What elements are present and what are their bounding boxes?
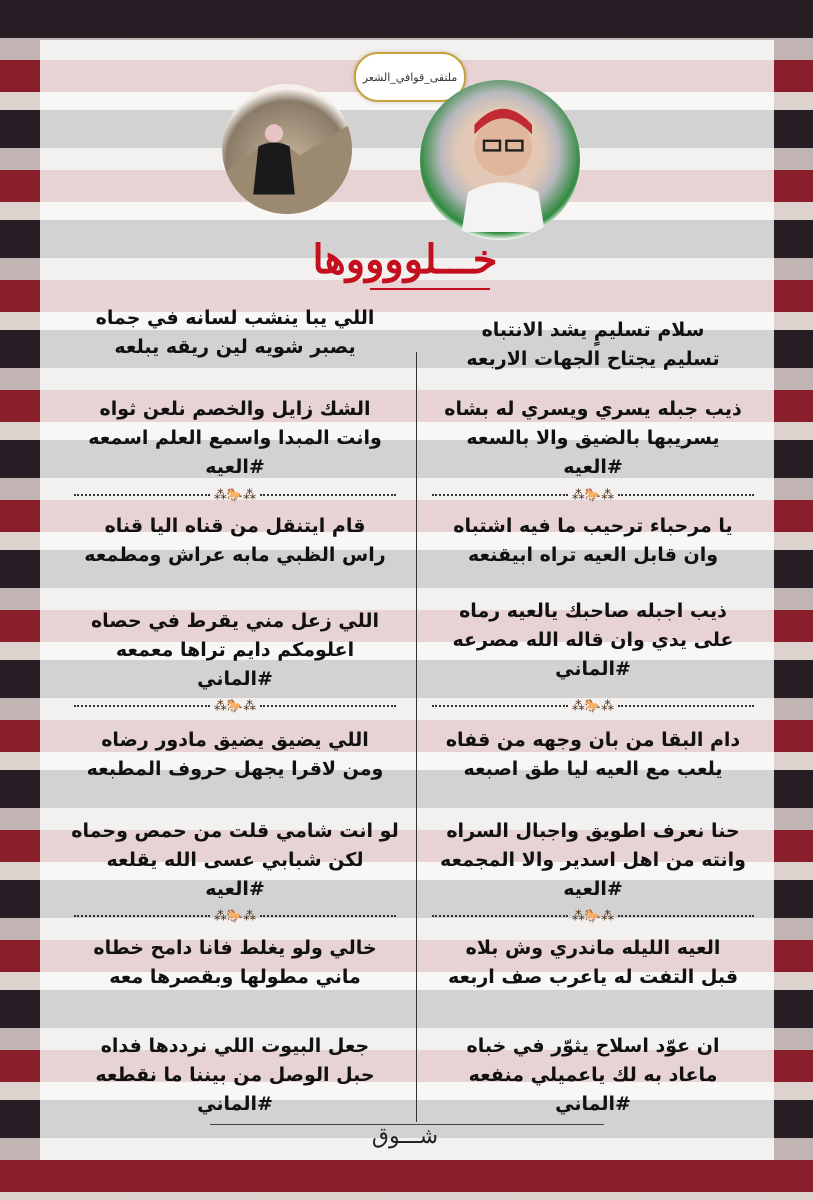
verse-line: لو انت شامي قلت من حمص وحماه [71,820,399,842]
verse-line: حبل الوصل من بيننا ما نقطعه [95,1064,375,1086]
person-portrait-icon [420,80,580,240]
verse-left-1 [70,304,400,362]
verse-line: اللي زعل مني يقرط في حصاه [90,610,380,632]
poet-signature: شـــوق [371,1124,439,1149]
ornament-divider [70,485,400,505]
verse-left-2 [70,395,400,481]
verse-line: على يدي وان قاله الله مصرعه [452,629,734,651]
verse-line: ذيب جبله يسري ويسري له بشاه [444,398,742,420]
verse-line: ماعاد به لك ياعميلي منفعه [468,1064,718,1086]
horse-ornament-icon: ⁂🐎⁂ [213,698,257,714]
verse-left-5 [70,726,400,784]
hashtag: #العيه [563,456,623,478]
verse-line: اللي يبا ينشب لسانه في جماه [95,307,375,329]
hashtag: #الماني [555,658,631,680]
hashtag: #الماني [555,1093,631,1115]
hashtag: #العيه [563,878,623,900]
verse-line: يا مرحباء ترحيب ما فيه اشتباه [453,515,733,537]
horse-ornament-icon: ⁂🐎⁂ [571,908,615,924]
verse-line: ماني مطولها وبقصرها معه [109,966,361,988]
verse-line: خالي ولو يغلط فانا دامح خطاه [93,937,377,959]
verse-line: وانته من اهل اسدير والا المجمعه [440,849,746,871]
horse-ornament-icon: ⁂🐎⁂ [571,698,615,714]
verse-left-6 [70,817,400,903]
verse-right-2 [428,395,758,481]
verse-line: ذيب اجبله صاحبك يالعيه رماه [459,600,727,622]
verse-line: يسريبها بالضيق والا بالسعه [466,427,720,449]
badge-text: ملتقى_قوافي_الشعر [362,70,458,84]
verse-line: جعل البيوت اللي نرددها فداه [100,1035,370,1057]
horse-ornament-icon: ⁂🐎⁂ [213,487,257,503]
hashtag: #الماني [197,668,273,690]
verse-line: قبل التفت له ياعرب صف اربعه [447,966,739,988]
verse-line: الشك زايل والخصم نلعن ثواه [99,398,371,420]
ornament-divider [428,906,758,926]
forum-badge [354,52,466,102]
person-landscape-icon [222,84,352,214]
verse-right-1 [428,316,758,374]
verse-line: العيه الليله ماندري وش بلاه [465,937,721,959]
hashtag: #الماني [197,1093,273,1115]
poem-title: خـــلووووها [312,236,498,283]
column-divider [416,352,417,1122]
ornament-divider [70,906,400,926]
verse-left-7 [70,934,400,992]
verse-left-3 [70,512,400,570]
horse-ornament-icon: ⁂🐎⁂ [571,487,615,503]
hashtag: #العيه [205,878,265,900]
avatar-photo-left [222,84,352,214]
verse-line: لكن شبابي عسى الله يقلعه [106,849,364,871]
verse-right-7 [428,934,758,992]
hashtag: #العيه [205,456,265,478]
verse-line: حنا نعرف اطويق واجبال السراه [446,820,740,842]
verse-right-8 [428,1032,758,1118]
ornament-divider [428,485,758,505]
ornament-divider [70,696,400,716]
verse-right-3 [428,512,758,570]
verse-line: اعلومكم دايم تراها معمعه [115,639,355,661]
verse-line: ان عوّد اسلاح يثوّر في خباه [466,1035,720,1057]
horse-ornament-icon: ⁂🐎⁂ [213,908,257,924]
verse-line: اللي يضيق يضيق مادور رضاه [101,729,369,751]
verse-line: ومن لاقرا يجهل حروف المطبعه [86,758,384,780]
title-underline [370,288,490,290]
verse-line: قام ايتنقل من قناه اليا قناه [104,515,366,537]
verse-line: راس الظبي مابه عراش ومطمعه [84,544,386,566]
verse-right-5 [428,726,758,784]
verse-left-8 [70,1032,400,1118]
verse-line: وان قابل العيه تراه ابيقنعه [467,544,719,566]
avatar-photo-right [420,80,580,240]
verse-right-4 [428,597,758,683]
verse-line: وانت المبدا واسمع العلم اسمعه [88,427,382,449]
verse-line: يصبر شويه لين ريقه يبلعه [114,336,356,358]
verse-left-4 [70,607,400,693]
verse-line: دام البقا من بان وجهه من قفاه [445,729,741,751]
verse-right-6 [428,817,758,903]
verse-line: تسليم يجتاح الجهات الاربعه [466,348,720,370]
ornament-divider [428,696,758,716]
verse-line: يلعب مع العيه ليا طق اصبعه [463,758,723,780]
verse-line: سلام تسليمٍ يشد الانتباه [481,319,705,341]
